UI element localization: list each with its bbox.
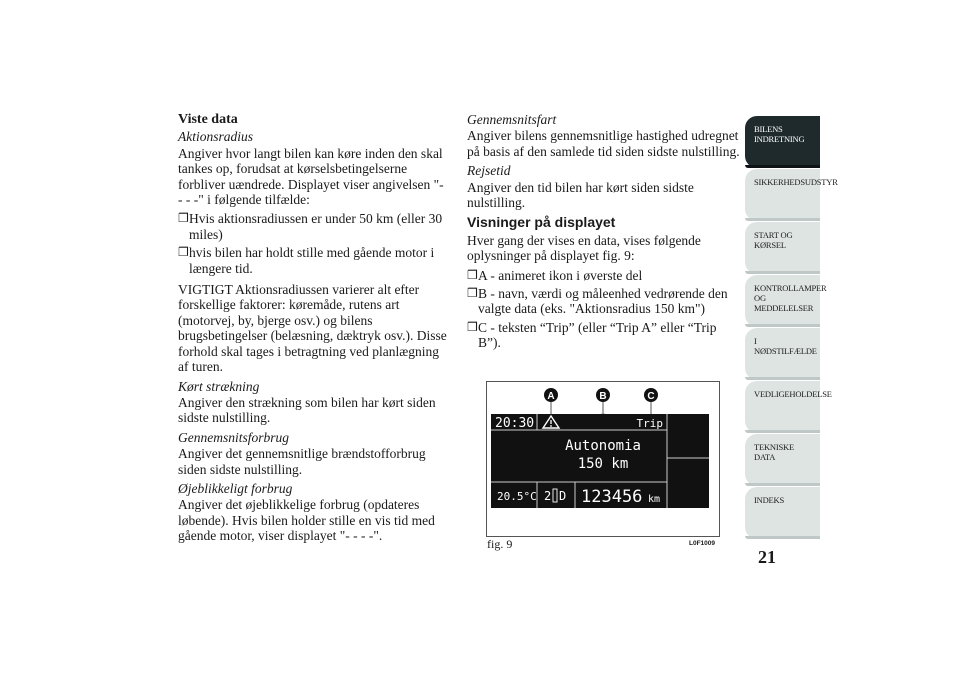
- subheading-gennemsnitsforbrug: Gennemsnitsforbrug: [178, 429, 289, 445]
- paragraph-oejeblikkeligt-forbrug: Angiver det øjeblikkelige forbrug (opdateres løbende). Hvis bilen holder stille en vis tid med gående motor, viser displayet "- - - -".: [178, 497, 435, 544]
- display-gear-mode: D: [559, 489, 567, 503]
- tab-indeks[interactable]: INDEKS: [745, 487, 820, 539]
- paragraph-gennemsnitsfart: Angiver bilens gennemsnitlige hastighed udregnet på basis af den samlede tid siden sidste nulstilling.: [467, 128, 740, 159]
- checkbox-bullet-icon: ❒: [178, 211, 189, 226]
- display-line1: Autonomia: [565, 438, 641, 454]
- page-number: 21: [758, 547, 776, 567]
- display-figure: [486, 381, 720, 537]
- chapter-tabs: [745, 116, 838, 540]
- checkbox-bullet-icon: ❒: [178, 245, 189, 260]
- display-clock: 20:30: [495, 416, 535, 431]
- tab-i-noedstilfaelde[interactable]: I NØDSTILFÆLDE: [745, 328, 820, 380]
- display-temperature: 20.5°C: [497, 490, 537, 503]
- svg-text:A: A: [547, 391, 555, 402]
- paragraph-rejsetid: Angiver den tid bilen har kørt siden sidste nulstilling.: [467, 179, 694, 211]
- tab-sikkerhedsudstyr[interactable]: SIKKERHEDSUDSTYR: [745, 169, 820, 221]
- subheading-oejeblikkeligt-forbrug: Øjeblikkeligt forbrug: [178, 480, 293, 496]
- tab-bilens-indretning[interactable]: BILENS INDRETNING: [745, 116, 820, 168]
- tab-vedligeholdelse[interactable]: VEDLIGEHOLDELSE: [745, 381, 820, 433]
- subheading-koert-straekning: Kørt strækning: [178, 378, 260, 394]
- left-column: [178, 112, 450, 548]
- svg-text:C: C: [647, 391, 655, 402]
- bullet-item: ❒ Hvis aktionsradiussen er under 50 km (eller 30 miles): [178, 211, 443, 242]
- paragraph-gennemsnitsforbrug: Angiver det gennemsnitlige brændstofforbrug siden sidste nulstilling.: [178, 446, 426, 477]
- tab-tekniske-data[interactable]: TEKNISKE DATA: [745, 434, 820, 486]
- display-gear: 2: [544, 489, 552, 503]
- display-line2: 150 km: [577, 456, 629, 472]
- display-trip: Trip: [636, 417, 663, 430]
- section-heading-viste-data: Viste data: [178, 112, 238, 127]
- bullet-item: ❒ hvis bilen har holdt stille med gående motor i længere tid.: [178, 245, 435, 276]
- tab-start-og-koersel[interactable]: START OG KØRSEL: [745, 222, 820, 274]
- bullet-item: ❒ C - teksten “Trip” (eller “Trip A” eller “Trip B”).: [467, 319, 717, 351]
- subheading-aktionsradius: Aktionsradius: [178, 129, 254, 145]
- paragraph-vigtigt: VIGTIGT Aktionsradiussen varierer alt efter forskellige faktorer: køremåde, rutens art (motorvej, by, bjerge osv.) og bilens brugsbetingelser (belæsning, dæktryk osv.). Disse forhold skal tages i betragtning ved planlægning af turen.: [178, 282, 447, 375]
- checkbox-bullet-icon: ❒: [467, 286, 478, 301]
- paragraph-aktionsradius: Angiver hvor langt bilen kan køre inden den skal tankes op, forudsat at kørselsbetingelserne forbliver uændrede. Displayet viser angivelsen "- - - -" i følgende tilfælde:: [178, 145, 444, 208]
- checkbox-bullet-icon: ❒: [467, 267, 478, 282]
- section-heading-visninger: Visninger på displayet: [467, 214, 616, 231]
- bullet-item: ❒ B - navn, værdi og måleenhed vedrørende den valgte data (eks. "Aktionsradius 150 km"): [467, 286, 728, 317]
- paragraph-visninger: Hver gang der vises en data, vises følgende oplysninger på displayet fig. 9:: [467, 232, 701, 264]
- subheading-gennemsnitsfart: Gennemsnitsfart: [467, 112, 557, 127]
- right-column: [467, 112, 742, 354]
- display-illustration: [487, 382, 719, 536]
- subheading-rejsetid: Rejsetid: [467, 163, 511, 179]
- figure-caption: fig. 9: [487, 537, 513, 551]
- paragraph-koert-straekning: Angiver den strækning som bilen har kørt siden sidste nulstilling.: [178, 394, 436, 426]
- figure-code: L0F1009: [689, 540, 716, 547]
- tab-kontrollamper[interactable]: KONTROLLAMPER OG MEDDELELSER: [745, 275, 820, 327]
- display-odometer-unit: km: [648, 494, 661, 505]
- bullet-item: ❒ A - animeret ikon i øverste del: [467, 267, 643, 283]
- svg-text:B: B: [599, 391, 607, 402]
- display-odometer: 123456: [581, 487, 643, 507]
- checkbox-bullet-icon: ❒: [467, 319, 478, 334]
